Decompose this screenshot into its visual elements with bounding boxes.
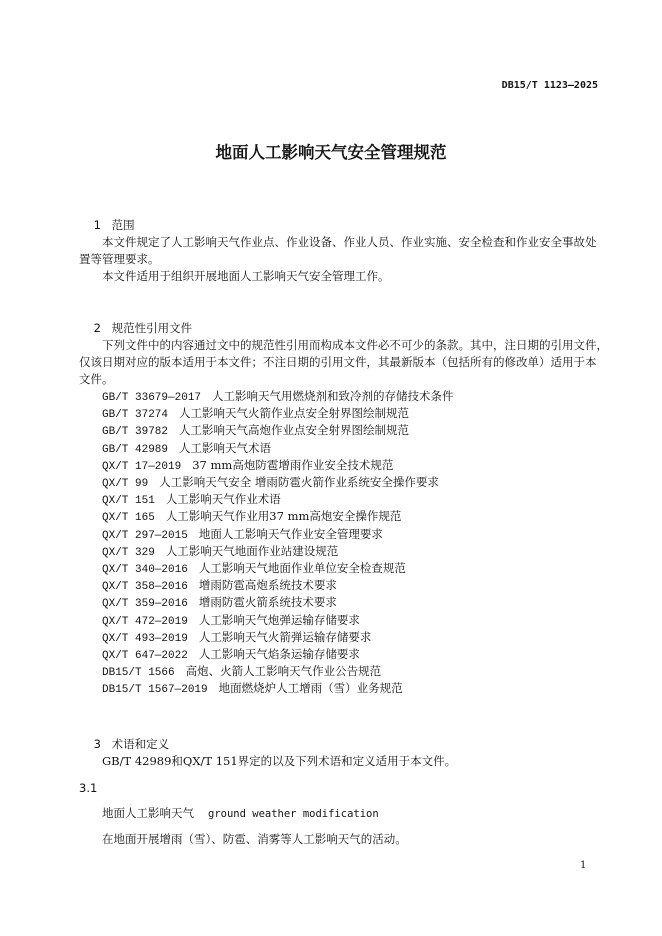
reference-item bbox=[79, 629, 608, 646]
reference-item bbox=[79, 646, 608, 663]
reference-code: QX/T 165 bbox=[102, 512, 155, 525]
reference-code: QX/T 472—2019 bbox=[102, 615, 188, 628]
paragraph-line: 置等管理要求。 bbox=[79, 251, 160, 266]
reference-title: 地面燃烧炉人工增雨（雪）业务规范 bbox=[218, 681, 403, 696]
reference-title: 人工影响天气作业用37 mm高炮安全操作规范 bbox=[165, 509, 402, 524]
reference-title: 人工影响天气安全 增雨防雹火箭作业系统安全操作要求 bbox=[159, 475, 439, 489]
reference-item bbox=[79, 457, 608, 474]
term-english: ground weather modification bbox=[208, 807, 379, 820]
reference-code: QX/T 17—2019 bbox=[102, 460, 182, 473]
section-number: 2 bbox=[93, 320, 101, 335]
reference-code: QX/T 358—2016 bbox=[102, 581, 188, 594]
reference-item bbox=[79, 594, 608, 611]
paragraph-line: 下列文件中的内容通过文中的规范性引用而构成本文件必不可少的条款。其中，注日期的引用文件， bbox=[102, 337, 608, 352]
reference-item bbox=[79, 560, 608, 577]
reference-title: 高炮、火箭人工影响天气作业公告规范 bbox=[185, 664, 382, 679]
paragraph-line: 文件。 bbox=[79, 371, 114, 386]
reference-code: QX/T 329 bbox=[102, 546, 155, 559]
section-title: 术语和定义 bbox=[111, 736, 170, 751]
reference-title: 人工影响天气炮弹运输存储要求 bbox=[198, 612, 360, 627]
reference-item bbox=[79, 405, 608, 422]
reference-list bbox=[79, 388, 608, 697]
section-title: 规范性引用文件 bbox=[111, 320, 193, 335]
reference-item bbox=[79, 491, 608, 508]
section-1-body bbox=[79, 234, 597, 286]
reference-title: 增雨防雹火箭系统技术要求 bbox=[198, 595, 337, 610]
section-number: 3 bbox=[93, 736, 101, 751]
clause-number: 3.1 bbox=[79, 780, 98, 795]
reference-item bbox=[79, 388, 608, 405]
reference-item bbox=[79, 440, 608, 457]
reference-code: QX/T 151 bbox=[102, 495, 155, 508]
document-title: 地面人工影响天气安全管理规范 bbox=[215, 143, 447, 162]
section-2-body bbox=[79, 337, 608, 698]
reference-code: DB15/T 1566 bbox=[102, 667, 175, 680]
reference-title: 人工影响天气用燃烧剂和致冷剂的存储技术条件 bbox=[212, 389, 454, 404]
reference-code: QX/T 647—2022 bbox=[102, 649, 188, 662]
reference-title: 人工影响天气地面作业站建设规范 bbox=[165, 543, 339, 558]
reference-code: GB/T 33679—2017 bbox=[102, 392, 202, 405]
reference-item bbox=[79, 526, 608, 543]
reference-item bbox=[79, 612, 608, 629]
reference-title: 人工影响天气火箭作业点安全射界图绘制规范 bbox=[179, 406, 410, 421]
term-entry bbox=[79, 805, 379, 822]
standard-number-header: DB15/T 1123—2025 bbox=[501, 80, 598, 91]
reference-title: 人工影响天气高炮作业点安全射界图绘制规范 bbox=[179, 423, 410, 438]
reference-code: GB/T 37274 bbox=[102, 409, 169, 422]
page-number: 1 bbox=[580, 860, 587, 871]
paragraph-line: 仅该日期对应的版本适用于本文件；不注日期的引用文件，其最新版本（包括所有的修改单）适用于本 bbox=[79, 354, 597, 369]
section-number: 1 bbox=[93, 217, 101, 232]
reference-item bbox=[79, 508, 608, 525]
reference-item bbox=[79, 663, 608, 680]
reference-item bbox=[79, 422, 608, 439]
paragraph-line: 本文件规定了人工影响天气作业点、作业设备、作业人员、作业实施、安全检查和作业安全事故处 bbox=[102, 234, 597, 249]
reference-item bbox=[79, 577, 608, 594]
reference-title: 增雨防雹高炮系统技术要求 bbox=[198, 578, 337, 593]
reference-code: QX/T 493—2019 bbox=[102, 632, 188, 645]
paragraph-line: 本文件适用于组织开展地面人工影响天气安全管理工作。 bbox=[102, 268, 390, 283]
reference-item bbox=[79, 474, 608, 491]
section-3-intro: GB/T 42989和QX/T 151界定的以及下列术语和定义适用于本文件。 bbox=[102, 753, 457, 768]
term-chinese: 地面人工影响天气 bbox=[102, 805, 194, 820]
reference-item bbox=[79, 680, 608, 697]
reference-title: 人工影响天气地面作业单位安全检查规范 bbox=[198, 560, 406, 575]
reference-code: QX/T 99 bbox=[102, 478, 149, 490]
reference-item bbox=[79, 543, 608, 560]
reference-code: QX/T 297—2015 bbox=[102, 529, 188, 542]
reference-title: 人工影响天气焰条运输存储要求 bbox=[198, 646, 360, 661]
reference-title: 人工影响天气火箭弹运输存储要求 bbox=[198, 629, 372, 644]
term-definition: 在地面开展增雨（雪）、防雹、消雾等人工影响天气的活动。 bbox=[102, 831, 407, 846]
reference-code: QX/T 340—2016 bbox=[102, 563, 188, 576]
reference-title: 37 mm高炮防雹增雨作业安全技术规范 bbox=[192, 457, 394, 472]
reference-title: 人工影响天气术语 bbox=[179, 440, 272, 455]
section-title: 范围 bbox=[111, 217, 135, 232]
reference-code: GB/T 42989 bbox=[102, 443, 169, 456]
reference-code: GB/T 39782 bbox=[102, 426, 169, 439]
reference-code: QX/T 359—2016 bbox=[102, 598, 188, 611]
reference-title: 地面人工影响天气作业安全管理要求 bbox=[198, 526, 383, 541]
reference-title: 人工影响天气作业术语 bbox=[165, 492, 281, 507]
reference-code: DB15/T 1567—2019 bbox=[102, 684, 208, 697]
